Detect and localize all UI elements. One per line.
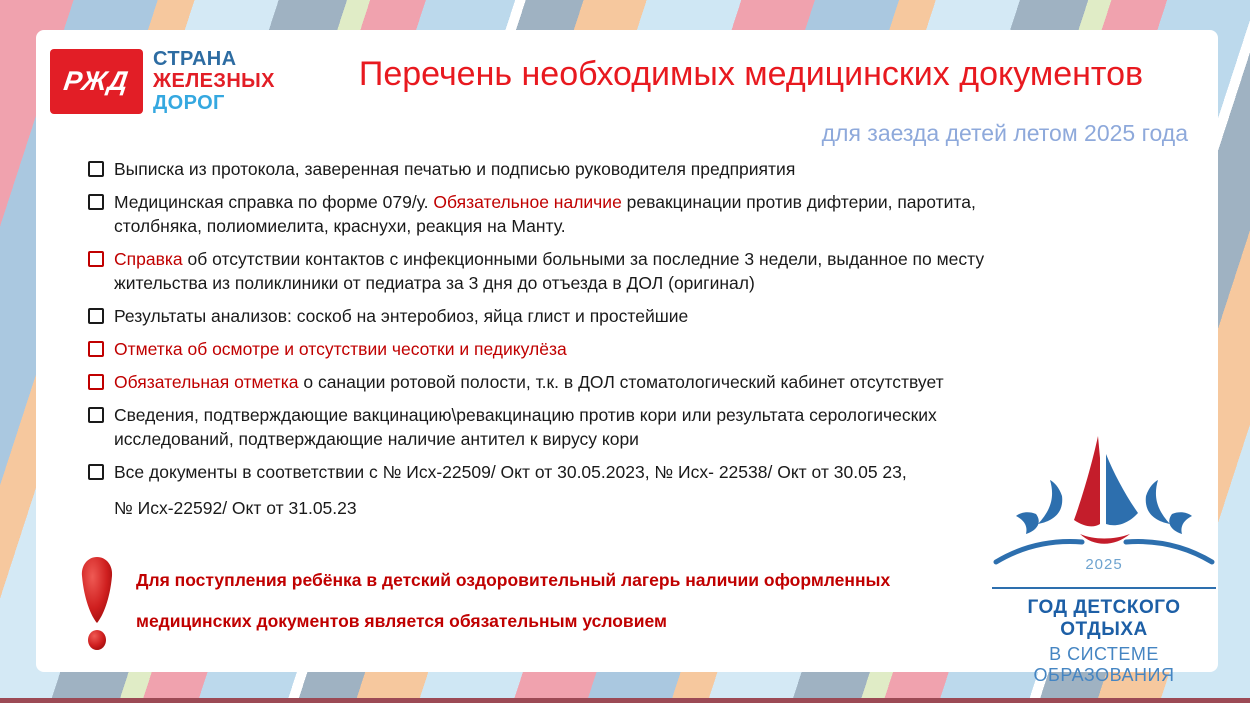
brand-text [153, 48, 275, 114]
list-item-text: Медицинская справка по форме 079/у. Обязательное наличие ревакцинации против дифтерии, паротита, столбняка, полиомиелита, краснухи, реакция на Манту. [114, 192, 976, 236]
checkbox-bullet-icon [88, 308, 104, 324]
rzd-logo-text: РЖД [62, 66, 131, 96]
warning-line-2: медицинских документов является обязательным условием [136, 611, 667, 631]
logo-year: 2025 [1085, 556, 1123, 573]
rzd-logo [50, 49, 143, 114]
logo-line-2: В СИСТЕМЕ ОБРАЗОВАНИЯ [1033, 644, 1175, 685]
logo-line-1: ГОД ДЕТСКОГО ОТДЫХА [1027, 597, 1181, 640]
list-item [88, 247, 998, 295]
page-subtitle: для заезда детей летом 2025 года [821, 120, 1188, 146]
list-item [88, 370, 998, 394]
checkbox-bullet-icon [88, 464, 104, 480]
brand-line-3: ДОРОГ [153, 92, 225, 114]
list-item [88, 304, 998, 328]
list-item [88, 460, 998, 520]
year-of-child-rest-logo [986, 428, 1222, 686]
brand-line-2: ЖЕЛЕЗНЫХ [153, 70, 275, 92]
list-item [88, 403, 998, 451]
warning-line-1: Для поступления ребёнка в детский оздоровительный лагерь наличии оформленных [136, 570, 891, 590]
list-item-text: Все документы в соответствии с № Исх-22509/ Окт от 30.05.2023, № Исх- 22538/ Окт от 30.05 23, № Исх-22592/ Окт от 31.05.23 [114, 462, 907, 518]
checkbox-bullet-icon [88, 251, 104, 267]
list-item-text: Отметка об осмотре и отсутствии чесотки и педикулёза [114, 339, 567, 359]
exclamation-icon [80, 556, 114, 657]
slide-card [36, 30, 1218, 685]
list-item-text: Выписка из протокола, заверенная печатью и подписью руководителя предприятия [114, 159, 796, 179]
checkbox-bullet-icon [88, 161, 104, 177]
list-item [88, 157, 998, 181]
brand-line-1: СТРАНА [153, 48, 237, 70]
list-item-text: Результаты анализов: соскоб на энтеробиоз, яйца глист и простейшие [114, 306, 689, 326]
list-item-second-line: № Исх-22592/ Окт от 31.05.23 [114, 498, 357, 518]
page-title: Перечень необходимых медицинских документов [358, 55, 1144, 93]
checkbox-bullet-icon [88, 374, 104, 390]
document-checklist [88, 157, 998, 529]
list-item [88, 190, 998, 238]
list-item [88, 337, 998, 361]
warning-text [136, 556, 890, 657]
logo-divider [992, 587, 1216, 589]
list-item-text: Сведения, подтверждающие вакцинацию\ревакцинацию против кори или результата серологических исследований, подтверждающие наличие антител к вирусу кори [114, 405, 937, 449]
warning-block [80, 556, 890, 657]
checkbox-bullet-icon [88, 407, 104, 423]
list-item-text: Справка об отсутствии контактов с инфекционными больными за последние 3 недели, выданное по месту жительства из поликлиники от педиатра за 3 дня до отъезда в ДОЛ (оригинал) [114, 249, 985, 293]
checkbox-bullet-icon [88, 341, 104, 357]
list-item-text: Обязательная отметка о санации ротовой полости, т.к. в ДОЛ стоматологический кабинет отсутствует [114, 372, 944, 392]
checkbox-bullet-icon [88, 194, 104, 210]
bottom-accent-strip [0, 698, 1250, 703]
